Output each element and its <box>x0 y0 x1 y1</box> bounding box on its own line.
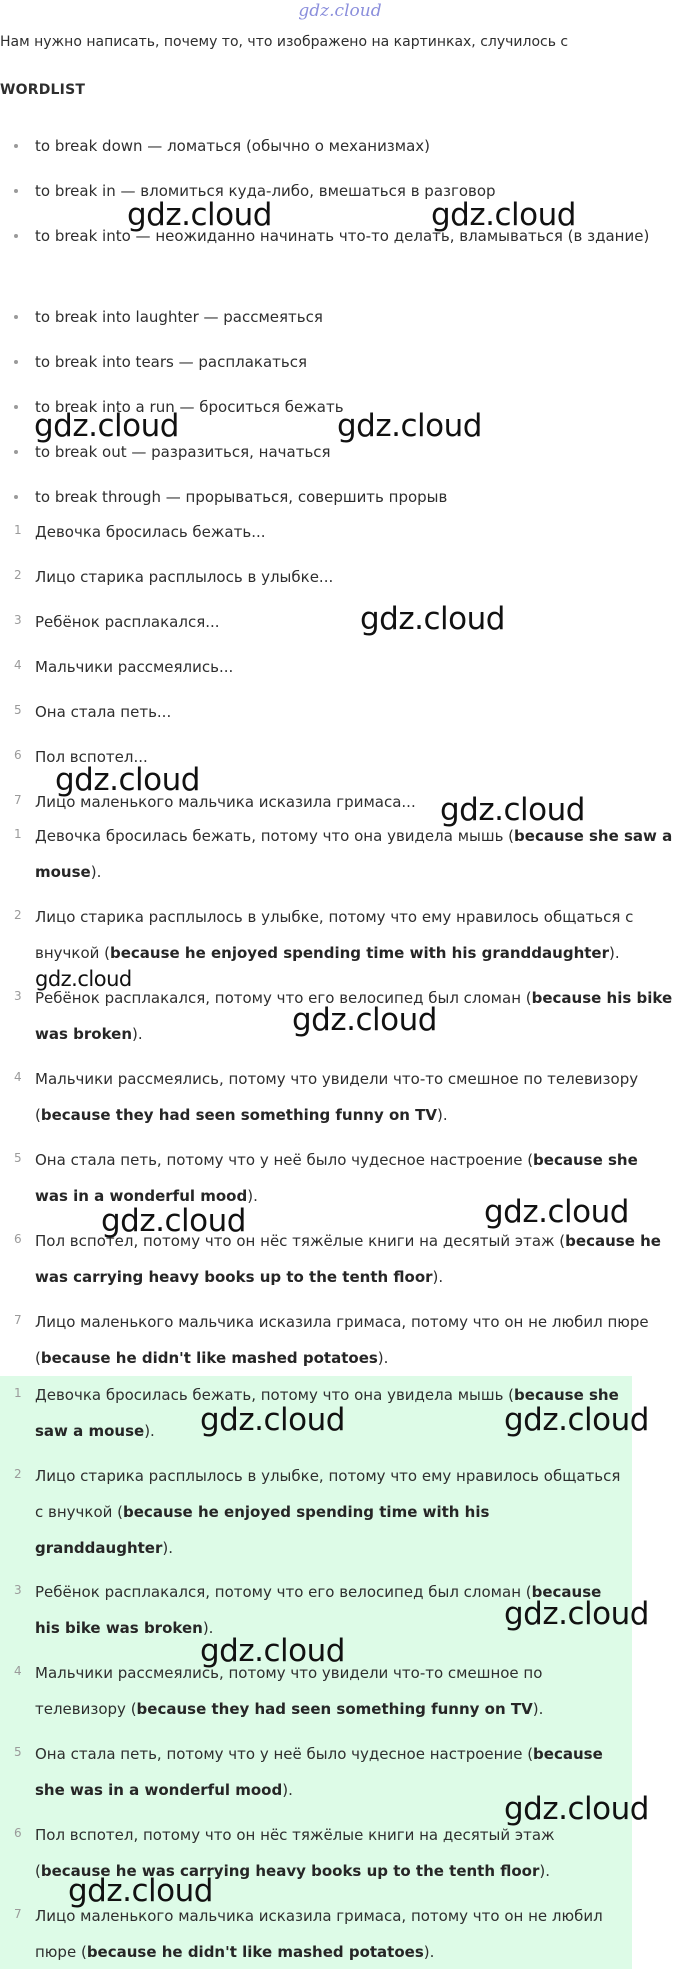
watermark: gdz.cloud <box>337 408 482 444</box>
watermark: gdz.cloud <box>68 1873 213 1909</box>
watermark: gdz.cloud <box>34 408 179 444</box>
watermark: gdz.cloud <box>504 1402 649 1438</box>
watermark: gdz.cloud <box>504 1791 649 1827</box>
bullet-icon <box>14 189 18 193</box>
watermark: gdz.cloud <box>431 197 576 233</box>
watermark: gdz.cloud <box>55 762 200 798</box>
bullet-icon <box>14 144 18 148</box>
bullet-icon <box>14 450 18 454</box>
watermark: gdz.cloud <box>360 601 505 637</box>
site-logo[interactable]: gdz.cloud <box>298 1 382 21</box>
bullet-icon <box>14 495 18 499</box>
wordlist-heading: WORDLIST <box>0 82 86 98</box>
watermark: gdz.cloud <box>440 792 585 828</box>
intro-text: Нам нужно написать, почему то, что изображено на картинках, случилось с <box>0 34 569 50</box>
watermark: gdz.cloud <box>292 1002 437 1038</box>
watermark: gdz.cloud <box>484 1194 629 1230</box>
watermark: gdz.cloud <box>35 967 132 991</box>
watermark: gdz.cloud <box>127 197 272 233</box>
watermark: gdz.cloud <box>101 1203 246 1239</box>
bullet-icon <box>14 405 18 409</box>
watermark: gdz.cloud <box>200 1402 345 1438</box>
watermark: gdz.cloud <box>504 1596 649 1632</box>
bullet-icon <box>14 315 18 319</box>
bullet-icon <box>14 360 18 364</box>
watermark: gdz.cloud <box>200 1633 345 1669</box>
bullet-icon <box>14 234 18 238</box>
